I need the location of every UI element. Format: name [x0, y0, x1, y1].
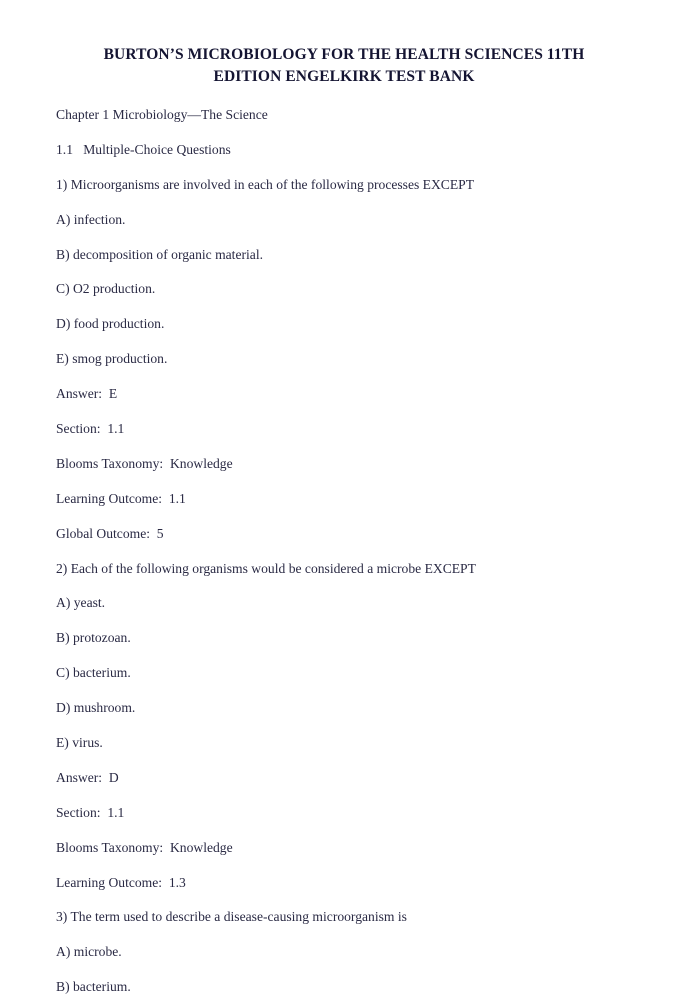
- body-line: E) smog production.: [56, 351, 168, 367]
- body-line: Blooms Taxonomy: Knowledge: [56, 455, 233, 471]
- body-line: 1) Microorganisms are involved in each of the following processes EXCEPT: [56, 176, 475, 192]
- body-line: Answer: E: [56, 386, 118, 402]
- body-line: Section: 1.1: [56, 420, 125, 436]
- body-line: B) decomposition of organic material.: [56, 246, 263, 262]
- body-line: Learning Outcome: 1.3: [56, 874, 186, 890]
- body-line: A) microbe.: [56, 944, 122, 960]
- body-line: Blooms Taxonomy: Knowledge: [56, 839, 233, 855]
- body-line: 3) The term used to describe a disease-causing microorganism is: [56, 909, 407, 925]
- body-line: Learning Outcome: 1.1: [56, 490, 186, 506]
- body-line: Chapter 1 Microbiology—The Science: [56, 106, 268, 122]
- body-line: E) virus.: [56, 734, 103, 750]
- body-line: C) bacterium.: [56, 665, 131, 681]
- body-line: D) mushroom.: [56, 700, 136, 716]
- body-line: A) yeast.: [56, 595, 106, 611]
- body-line: B) bacterium.: [56, 979, 131, 995]
- body-line: 1.1 Multiple-Choice Questions: [56, 141, 231, 157]
- body-line: C) O2 production.: [56, 281, 156, 297]
- body-line: 2) Each of the following organisms would be considered a microbe EXCEPT: [56, 560, 476, 576]
- body-line: D) food production.: [56, 316, 165, 332]
- body-line: Global Outcome: 5: [56, 525, 164, 541]
- document-body: [56, 105, 632, 998]
- page-title: BURTON’S MICROBIOLOGY FOR THE HEALTH SCIENCES 11TH EDITION ENGELKIRK TEST BANK: [103, 46, 585, 86]
- body-line: Section: 1.1: [56, 804, 125, 820]
- body-line: A) infection.: [56, 211, 126, 227]
- body-line: B) protozoan.: [56, 630, 131, 646]
- body-line: Answer: D: [56, 769, 119, 785]
